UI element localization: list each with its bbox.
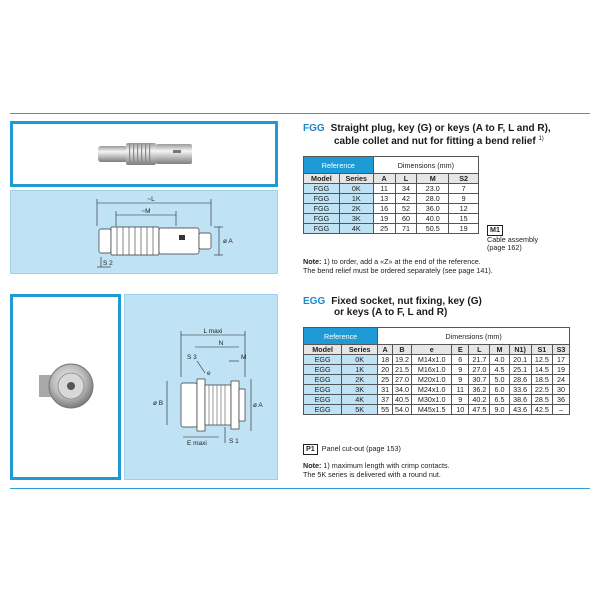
- fgg-ref-text-line2: (page 162): [487, 243, 522, 252]
- egg-note-label: Note:: [303, 461, 322, 470]
- egg-table-cell: 33.6: [509, 385, 531, 395]
- fgg-table-cell: 19: [373, 214, 395, 224]
- egg-table-cell: M45x1.5: [412, 405, 452, 415]
- fgg-table-cell: 40.0: [417, 214, 449, 224]
- egg-dim-M: M: [241, 354, 247, 361]
- egg-table-cell: 1K: [342, 365, 378, 375]
- fgg-table-cell: 15: [449, 214, 479, 224]
- egg-table-cell: 4K: [342, 395, 378, 405]
- fgg-plug-photo: [13, 124, 275, 184]
- fgg-table-cell: FGG: [304, 214, 340, 224]
- fgg-table-cell: FGG: [304, 184, 340, 194]
- fgg-table-cell: 13: [373, 194, 395, 204]
- egg-table-cell: –: [552, 405, 569, 415]
- egg-col-header: B: [393, 345, 412, 355]
- egg-table-cell: M16x1.0: [412, 365, 452, 375]
- fgg-table-cell: 42: [395, 194, 417, 204]
- egg-note-line2: The 5K series is delivered with a round nut.: [303, 469, 441, 479]
- egg-table-cell: 25: [378, 375, 393, 385]
- egg-table-cell: EGG: [304, 365, 342, 375]
- egg-table-cell: 6.0: [490, 385, 509, 395]
- egg-col-header: Model: [304, 345, 342, 355]
- egg-table-cell: 11: [452, 385, 469, 395]
- egg-table-cell: 21.5: [393, 365, 412, 375]
- egg-col-header: L: [469, 345, 490, 355]
- egg-title-line1: Fixed socket, nut fixing, key (G): [331, 296, 482, 307]
- egg-table-cell: 25.1: [509, 365, 531, 375]
- egg-table-cell: 9: [452, 395, 469, 405]
- fgg-ref-tag: M1: [487, 225, 503, 236]
- egg-table-cell: 37: [378, 395, 393, 405]
- egg-table-cell: 20: [378, 365, 393, 375]
- egg-table-cell: 22.5: [531, 385, 552, 395]
- fgg-col-header: L: [395, 174, 417, 184]
- fgg-table-cell: 0K: [339, 184, 373, 194]
- fgg-table-cell: FGG: [304, 204, 340, 214]
- egg-col-header: Series: [342, 345, 378, 355]
- egg-table-cell: 19.2: [393, 355, 412, 365]
- egg-table-cell: 55: [378, 405, 393, 415]
- egg-table-cell: 28.5: [531, 395, 552, 405]
- fgg-table-cell: 34: [395, 184, 417, 194]
- egg-table-cell: 20.1: [509, 355, 531, 365]
- egg-note: [303, 462, 593, 479]
- fgg-code: FGG: [303, 123, 325, 134]
- fgg-note: [303, 258, 593, 275]
- egg-table-cell: 18: [378, 355, 393, 365]
- fgg-col-header: S2: [449, 174, 479, 184]
- egg-table-cell: 6.5: [490, 395, 509, 405]
- fgg-table-cell: 7: [449, 184, 479, 194]
- fgg-table-cell: 71: [395, 224, 417, 234]
- fgg-col-header: Series: [339, 174, 373, 184]
- fgg-title-line1: Straight plug, key (G) or keys (A to F, L and R),: [330, 123, 551, 134]
- fgg-reference-header: Reference: [304, 157, 374, 174]
- fgg-title-line2: cable collet and nut for fitting a bend relief: [334, 136, 536, 148]
- fgg-table-cell: FGG: [304, 194, 340, 204]
- egg-table-cell: 54.0: [393, 405, 412, 415]
- fgg-table-cell: 23.0: [417, 184, 449, 194]
- egg-photo-frame: [10, 294, 121, 480]
- egg-table-cell: 43.6: [509, 405, 531, 415]
- fgg-col-header: M: [417, 174, 449, 184]
- egg-dim-L: L maxi: [203, 328, 223, 335]
- egg-table-cell: 34.0: [393, 385, 412, 395]
- table-row: [304, 214, 479, 224]
- egg-table-cell: 9.0: [490, 405, 509, 415]
- fgg-dim-A: ø A: [223, 238, 233, 245]
- fgg-title-sup: 1): [538, 136, 544, 142]
- fgg-table-cell: 12: [449, 204, 479, 214]
- fgg-note-line1: 1) to order, add a «Z» at the end of the reference.: [323, 257, 481, 266]
- egg-table-cell: 5K: [342, 405, 378, 415]
- egg-table-cell: 9: [452, 365, 469, 375]
- egg-table-cell: 36: [552, 395, 569, 405]
- fgg-col-header: A: [373, 174, 395, 184]
- egg-title: [303, 296, 593, 318]
- table-row: [304, 204, 479, 214]
- egg-table-cell: 40.5: [393, 395, 412, 405]
- egg-dimension-drawing: [125, 295, 277, 479]
- egg-col-header: E: [452, 345, 469, 355]
- egg-table-cell: EGG: [304, 395, 342, 405]
- egg-dimensions-header: Dimensions (mm): [378, 328, 570, 345]
- fgg-table-cell: 60: [395, 214, 417, 224]
- egg-table-cell: EGG: [304, 375, 342, 385]
- egg-col-header: N1): [509, 345, 531, 355]
- egg-table-cell: M14x1.0: [412, 355, 452, 365]
- fgg-table-cell: 16: [373, 204, 395, 214]
- fgg-dimensions-table: [303, 156, 479, 234]
- fgg-title: [303, 123, 593, 147]
- fgg-table-cell: FGG: [304, 224, 340, 234]
- egg-dimensions-table: [303, 327, 570, 415]
- table-row: [304, 355, 570, 365]
- fgg-table-cell: 9: [449, 194, 479, 204]
- egg-col-header: M: [490, 345, 509, 355]
- egg-table-cell: 14.5: [531, 365, 552, 375]
- egg-table-cell: 36.2: [469, 385, 490, 395]
- egg-panel-cutout-ref: [303, 444, 401, 455]
- fgg-table-cell: 50.5: [417, 224, 449, 234]
- fgg-table-cell: 4K: [339, 224, 373, 234]
- egg-table-cell: M20x1.0: [412, 375, 452, 385]
- egg-table-cell: 19: [552, 365, 569, 375]
- egg-dim-e: e: [207, 370, 211, 377]
- egg-table-cell: 24: [552, 375, 569, 385]
- egg-col-header: e: [412, 345, 452, 355]
- egg-table-cell: 12.5: [531, 355, 552, 365]
- egg-code: EGG: [303, 296, 326, 307]
- fgg-note-label: Note:: [303, 257, 322, 266]
- egg-table-cell: 2K: [342, 375, 378, 385]
- egg-table-cell: 6: [452, 355, 469, 365]
- egg-table-cell: 21.7: [469, 355, 490, 365]
- egg-table-cell: EGG: [304, 355, 342, 365]
- egg-table-cell: M24x1.0: [412, 385, 452, 395]
- egg-table-cell: 4.5: [490, 365, 509, 375]
- bottom-rule: [10, 488, 590, 489]
- egg-table-cell: 40.2: [469, 395, 490, 405]
- egg-table-cell: 31: [378, 385, 393, 395]
- egg-table-cell: 10: [452, 405, 469, 415]
- fgg-dimensions-header: Dimensions (mm): [373, 157, 478, 174]
- fgg-note-line2: The bend relief must be ordered separately (see page 141).: [303, 265, 493, 275]
- table-row: [304, 405, 570, 415]
- table-row: [304, 224, 479, 234]
- fgg-table-cell: 2K: [339, 204, 373, 214]
- fgg-cable-assembly-ref: [487, 225, 538, 253]
- fgg-table-cell: 28.0: [417, 194, 449, 204]
- egg-technical-drawing: [124, 294, 278, 480]
- egg-table-cell: 4.0: [490, 355, 509, 365]
- egg-table-cell: EGG: [304, 405, 342, 415]
- table-row: [304, 375, 570, 385]
- fgg-table-cell: 25: [373, 224, 395, 234]
- table-row: [304, 385, 570, 395]
- egg-dim-N: N: [218, 340, 224, 347]
- egg-note-line1: 1) maximum length with crimp contacts.: [323, 461, 450, 470]
- egg-dim-A: ø A: [253, 402, 263, 409]
- table-row: [304, 194, 479, 204]
- fgg-dim-L: ~L: [147, 196, 155, 203]
- fgg-table-cell: 52: [395, 204, 417, 214]
- egg-socket-photo: [13, 297, 118, 477]
- egg-title-line2: or keys (A to F, L and R): [334, 307, 448, 318]
- egg-col-header: A: [378, 345, 393, 355]
- egg-table-cell: 18.5: [531, 375, 552, 385]
- fgg-dim-M: ~M: [141, 208, 151, 215]
- egg-table-cell: 38.6: [509, 395, 531, 405]
- fgg-table-cell: 1K: [339, 194, 373, 204]
- egg-dim-B: ø B: [153, 400, 164, 407]
- egg-table-cell: 0K: [342, 355, 378, 365]
- fgg-dim-S2: S 2: [103, 260, 113, 267]
- egg-table-cell: 28.6: [509, 375, 531, 385]
- top-rule: [10, 113, 590, 114]
- egg-dim-E: E maxi: [187, 440, 207, 447]
- egg-table-cell: 17: [552, 355, 569, 365]
- fgg-table-cell: 36.0: [417, 204, 449, 214]
- fgg-dimension-drawing: [11, 191, 277, 273]
- egg-ref-text: Panel cut-out (page 153): [321, 444, 401, 453]
- egg-table-cell: 30.7: [469, 375, 490, 385]
- fgg-table-cell: 19: [449, 224, 479, 234]
- egg-table-cell: 27.0: [393, 375, 412, 385]
- egg-table-cell: 47.5: [469, 405, 490, 415]
- egg-col-header: S1: [531, 345, 552, 355]
- egg-table-cell: 9: [452, 375, 469, 385]
- fgg-technical-drawing: [10, 190, 278, 274]
- egg-dim-S3: S 3: [187, 354, 197, 361]
- egg-reference-header: Reference: [304, 328, 378, 345]
- egg-table-cell: 27.0: [469, 365, 490, 375]
- table-row: [304, 365, 570, 375]
- fgg-col-header: Model: [304, 174, 340, 184]
- egg-table-cell: 5.0: [490, 375, 509, 385]
- egg-dim-S1: S 1: [229, 438, 239, 445]
- fgg-table-cell: 11: [373, 184, 395, 194]
- egg-table-cell: M30x1.0: [412, 395, 452, 405]
- table-row: [304, 184, 479, 194]
- egg-table-cell: 42.5: [531, 405, 552, 415]
- fgg-photo-frame: [10, 121, 278, 187]
- egg-table-cell: 30: [552, 385, 569, 395]
- fgg-table-cell: 3K: [339, 214, 373, 224]
- egg-table-cell: EGG: [304, 385, 342, 395]
- egg-table-cell: 3K: [342, 385, 378, 395]
- egg-ref-tag: P1: [303, 444, 318, 455]
- fgg-ref-text-line1: Cable assembly: [487, 234, 539, 244]
- egg-col-header: S3: [552, 345, 569, 355]
- table-row: [304, 395, 570, 405]
